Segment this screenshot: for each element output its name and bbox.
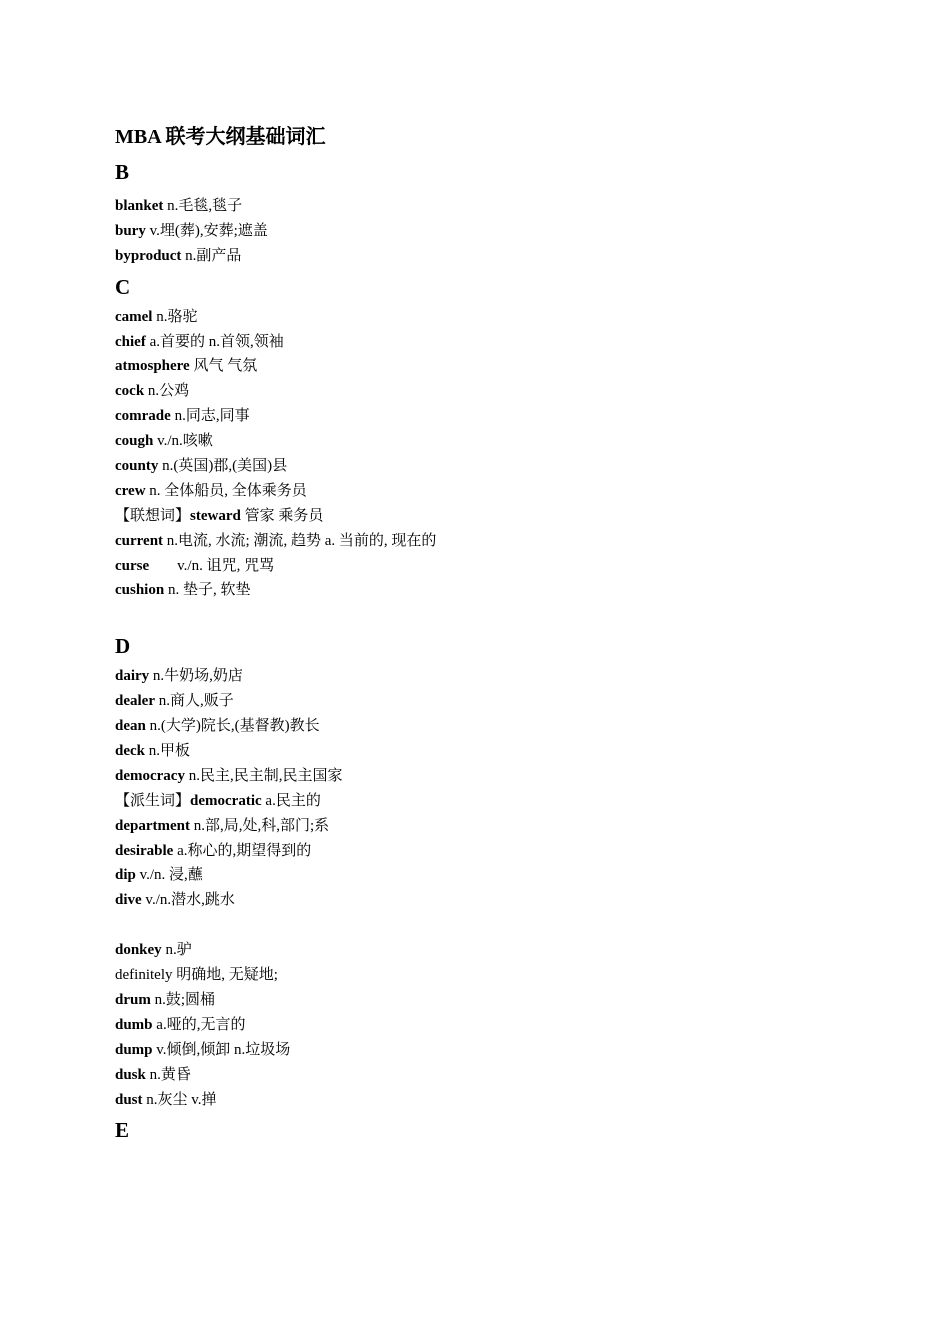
vocab-definition: n.甲板 <box>148 743 191 760</box>
vocab-word: byproduct <box>115 247 182 264</box>
vocab-word: dusk <box>115 1066 146 1083</box>
vocab-entry <box>115 888 895 913</box>
section-heading-b: B <box>115 160 130 184</box>
vocab-definition: n.同志,同事 <box>174 408 250 425</box>
vocab-definition: n. 垫子, 软垫 <box>167 582 251 599</box>
vocab-entry <box>115 689 895 714</box>
vocab-definition: v./n.潜水,跳水 <box>145 892 235 909</box>
vocab-word: dump <box>115 1041 153 1058</box>
vocab-word: deck <box>115 743 145 760</box>
vocab-definition: v./n.咳嗽 <box>157 433 213 450</box>
vocab-entry <box>115 1088 895 1113</box>
vocab-word: dealer <box>115 693 155 710</box>
vocab-entry <box>115 988 895 1013</box>
vocab-definition: n.骆驼 <box>156 308 198 325</box>
vocab-definition: n.公鸡 <box>147 383 190 400</box>
vocab-word: dive <box>115 892 142 909</box>
vocab-entry <box>115 379 895 404</box>
vocab-word: camel <box>115 308 153 325</box>
vocab-entry <box>115 244 895 269</box>
vocab-definition: n.电流, 水流; 潮流, 趋势 a. 当前的, 现在的 <box>166 532 437 549</box>
vocab-definition: n.部,局,处,科,部门;系 <box>193 817 330 834</box>
vocab-entry <box>115 1038 895 1063</box>
vocab-word: cock <box>115 383 145 400</box>
vocab-word: dip <box>115 867 136 884</box>
section-heading-e: E <box>115 1118 130 1143</box>
vocab-word: comrade <box>115 408 171 425</box>
vocab-entry <box>115 404 895 429</box>
vocab-entry <box>115 578 895 603</box>
vocab-definition: n.鼓;圆桶 <box>154 991 216 1008</box>
vocab-entry <box>115 194 895 219</box>
vocab-definition: a.称心的,期望得到的 <box>177 842 312 859</box>
vocab-entry <box>115 814 895 839</box>
vocab-word: dairy <box>115 668 150 685</box>
vocab-entry <box>115 429 895 454</box>
vocab-word: democratic <box>190 792 262 809</box>
page-title: MBA 联考大纲基础词汇 <box>115 126 326 148</box>
vocab-word: dumb <box>115 1016 153 1033</box>
vocab-word: steward <box>190 507 241 524</box>
vocab-entry <box>115 305 895 330</box>
vocab-entry <box>115 554 895 579</box>
vocab-definition: a.首要的 n.首领,领袖 <box>149 333 284 350</box>
vocab-entry <box>115 963 895 988</box>
vocab-entry <box>115 1063 895 1088</box>
related-word-tag: 【联想词】 <box>115 507 191 524</box>
vocab-definition: n.商人,贩子 <box>158 693 234 710</box>
vocab-entry <box>115 714 895 739</box>
vocab-entry <box>115 789 895 814</box>
vocab-definition: n.牛奶场,奶店 <box>152 668 243 685</box>
vocab-definition: v./n. 浸,蘸 <box>139 867 203 884</box>
vocab-definition: n.(英国)郡,(美国)县 <box>162 458 288 475</box>
vocab-definition: 风气 气氛 <box>193 358 258 375</box>
vocab-word: drum <box>115 991 151 1008</box>
vocab-entry <box>115 764 895 789</box>
vocab-word: crew <box>115 482 146 499</box>
vocab-word: desirable <box>115 842 174 859</box>
vocab-word: donkey <box>115 942 162 959</box>
vocab-word: cushion <box>115 582 165 599</box>
vocab-entry <box>115 354 895 379</box>
vocab-word: department <box>115 817 190 834</box>
vocab-word: dust <box>115 1091 143 1108</box>
vocab-entry <box>115 938 895 963</box>
vocab-word: dean <box>115 718 146 735</box>
vocab-word: curse <box>115 557 150 574</box>
vocab-entry <box>115 739 895 764</box>
vocab-entry <box>115 529 895 554</box>
vocab-entry <box>115 839 895 864</box>
vocab-entry <box>115 330 895 355</box>
vocab-definition: a.民主的 <box>265 792 321 809</box>
vocab-definition: n.民主,民主制,民主国家 <box>188 767 343 784</box>
vocab-entry <box>115 863 895 888</box>
vocab-definition: n.黄昏 <box>149 1066 191 1083</box>
vocab-definition: v.埋(葬),安葬;遮盖 <box>149 222 268 239</box>
vocab-definition: n. 全体船员, 全体乘务员 <box>149 482 307 499</box>
derived-word-tag: 【派生词】 <box>115 792 191 809</box>
vocab-word: blanket <box>115 198 164 214</box>
vocab-definition: n.副产品 <box>185 247 242 264</box>
vocab-entry <box>115 1013 895 1038</box>
vocab-definition: n.驴 <box>165 942 192 959</box>
vocab-plain-entry: definitely 明确地, 无疑地; <box>115 967 278 984</box>
document-page <box>115 118 895 1148</box>
vocab-definition: n.(大学)院长,(基督教)教长 <box>149 718 320 735</box>
vocab-entry <box>115 219 895 244</box>
vocab-word: atmosphere <box>115 358 190 375</box>
vocab-word: current <box>115 532 164 549</box>
vocab-word: democracy <box>115 767 185 784</box>
vocab-entry <box>115 664 895 689</box>
vocab-definition: n.灰尘 v.掸 <box>146 1091 217 1108</box>
section-heading-d: D <box>115 634 131 659</box>
vocab-word: cough <box>115 433 154 450</box>
vocab-word: county <box>115 458 159 475</box>
vocab-word: bury <box>115 222 146 239</box>
vocab-entry <box>115 454 895 479</box>
vocab-word: chief <box>115 333 146 350</box>
section-heading-c: C <box>115 274 131 299</box>
vocab-definition: n.毛毯,毯子 <box>167 198 243 214</box>
vocab-definition: v.倾倒,倾卸 n.垃圾场 <box>156 1041 291 1058</box>
vocab-entry <box>115 504 895 529</box>
vocab-definition: 管家 乘务员 <box>244 507 324 524</box>
vocab-definition: a.哑的,无言的 <box>156 1016 246 1033</box>
vocab-definition: v./n. 诅咒, 咒骂 <box>177 557 275 574</box>
vocab-entry <box>115 479 895 504</box>
